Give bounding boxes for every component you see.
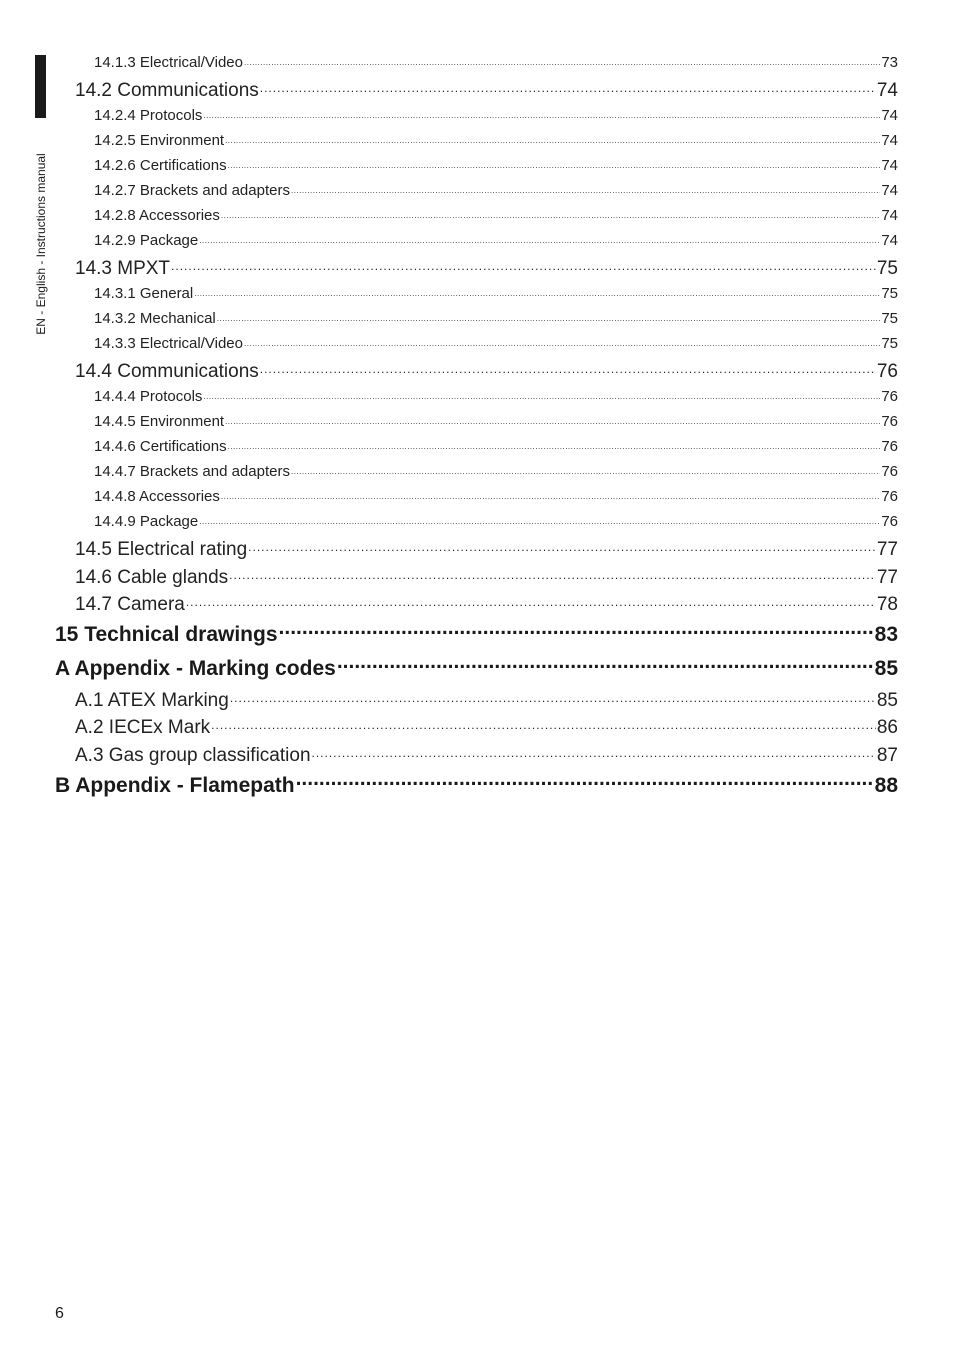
dot-leader [221,486,880,501]
toc-entry-title: 15 Technical drawings [55,623,278,646]
dot-leader [221,205,880,220]
toc-entry[interactable] [75,591,898,616]
dot-leader [199,230,880,245]
side-tab-bar [35,55,46,118]
toc-entry[interactable] [94,230,898,249]
toc-entry[interactable] [94,386,898,405]
toc-entry[interactable] [94,333,898,352]
toc-entry-title: 14.4 Communications [75,361,259,382]
toc-entry-page: 85 [874,657,898,680]
toc-entry-page: 75 [881,310,898,327]
toc-entry-title: 14.2 Communications [75,80,259,101]
dot-leader [291,461,880,476]
toc-entry-title: 14.4.8 Accessories [94,488,220,505]
dot-leader [248,536,876,555]
toc-entry-title: 14.4.6 Certifications [94,438,227,455]
toc-entry[interactable] [94,130,898,149]
dot-leader [260,77,876,96]
toc-entry-title: 14.2.8 Accessories [94,207,220,224]
dot-leader [171,255,876,274]
toc-entry-title: 14.3 MPXT [75,258,171,279]
dot-leader [228,155,881,170]
dot-leader [217,308,881,323]
toc-entry[interactable] [94,52,898,71]
toc-entry[interactable] [75,77,898,102]
dot-leader [194,283,880,298]
toc-entry-page: 74 [881,182,898,199]
toc-entry-title: 14.2.6 Certifications [94,157,227,174]
dot-leader [312,742,876,761]
toc-entry-title: 14.3.1 General [94,285,194,302]
toc-entry-title: A.3 Gas group classification [75,745,311,766]
toc-entry-page: 74 [881,232,898,249]
toc-entry[interactable] [94,180,898,199]
toc-entry-page: 85 [876,690,898,711]
dot-leader [260,358,876,377]
toc-entry-title: 14.4.9 Package [94,513,199,530]
toc-entry-title: 14.6 Cable glands [75,567,229,588]
toc-entry[interactable] [75,358,898,383]
toc-entry-title: 14.2.7 Brackets and adapters [94,182,290,199]
toc-entry[interactable] [94,308,898,327]
toc-entry-page: 74 [881,107,898,124]
toc-entry[interactable] [55,771,898,798]
toc-entry-page: 87 [876,745,898,766]
toc-entry-page: 77 [876,567,898,588]
dot-leader [225,411,880,426]
toc-entry[interactable] [75,564,898,589]
toc-entry-title: 14.1.3 Electrical/Video [94,54,243,71]
dot-leader [337,654,874,675]
dot-leader [244,52,880,67]
toc-entry-page: 74 [876,80,898,101]
toc-entry-page: 76 [881,413,898,430]
toc-entry-page: 83 [874,623,898,646]
dot-leader [203,105,880,120]
toc-entry-page: 88 [874,774,898,797]
toc-entry-page: 76 [881,488,898,505]
dot-leader [228,436,881,451]
toc-entry-page: 74 [881,207,898,224]
toc-entry-page: 75 [881,285,898,302]
toc-entry-page: 74 [881,157,898,174]
toc-entry-page: 76 [876,361,898,382]
dot-leader [229,564,876,583]
dot-leader [291,180,880,195]
toc-entry[interactable] [75,255,898,280]
dot-leader [296,771,874,792]
dot-leader [279,620,874,641]
toc-entry[interactable] [75,536,898,561]
toc-entry[interactable] [55,620,898,647]
toc-entry-page: 76 [881,513,898,530]
toc-entry[interactable] [94,461,898,480]
toc-entry-page: 76 [881,463,898,480]
toc-entry-title: 14.7 Camera [75,594,185,615]
toc-entry-page: 76 [881,438,898,455]
dot-leader [211,714,876,733]
toc-entry-title: B Appendix - Flamepath [55,774,295,797]
dot-leader [186,591,876,610]
toc-entry[interactable] [94,283,898,302]
side-language-label: EN - English - Instructions manual [34,153,48,335]
toc-entry-page: 74 [881,132,898,149]
toc-entry[interactable] [94,511,898,530]
dot-leader [244,333,880,348]
toc-entry[interactable] [94,436,898,455]
toc-entry[interactable] [75,687,898,712]
toc-entry-title: 14.4.4 Protocols [94,388,203,405]
toc-entry-page: 73 [881,54,898,71]
toc-entry[interactable] [94,155,898,174]
toc-entry[interactable] [94,205,898,224]
toc-entry-title: A.1 ATEX Marking [75,690,229,711]
toc-entry-title: 14.4.5 Environment [94,413,225,430]
toc-entry[interactable] [94,486,898,505]
page-number: 6 [55,1305,64,1322]
toc-entry-title: A Appendix - Marking codes [55,657,336,680]
toc-entry[interactable] [75,714,898,739]
dot-leader [203,386,880,401]
toc-entry-page: 76 [881,388,898,405]
toc-entry-title: 14.2.4 Protocols [94,107,203,124]
toc-entry-page: 86 [876,717,898,738]
toc-entry-title: 14.2.5 Environment [94,132,225,149]
toc-entry-title: 14.3.3 Electrical/Video [94,335,243,352]
toc-entry[interactable] [75,742,898,767]
toc-entry-title: 14.2.9 Package [94,232,199,249]
toc-entry[interactable] [94,105,898,124]
toc-entry-page: 75 [881,335,898,352]
dot-leader [230,687,876,706]
toc-entry-title: 14.5 Electrical rating [75,539,248,560]
toc-entry[interactable] [94,411,898,430]
toc-entry-page: 75 [876,258,898,279]
dot-leader [225,130,880,145]
dot-leader [199,511,880,526]
toc-entry-page: 78 [876,594,898,615]
toc-entry-page: 77 [876,539,898,560]
toc-entry-title: 14.3.2 Mechanical [94,310,216,327]
toc-entry[interactable] [55,654,898,681]
toc-entry-title: A.2 IECEx Mark [75,717,211,738]
toc-entry-title: 14.4.7 Brackets and adapters [94,463,290,480]
